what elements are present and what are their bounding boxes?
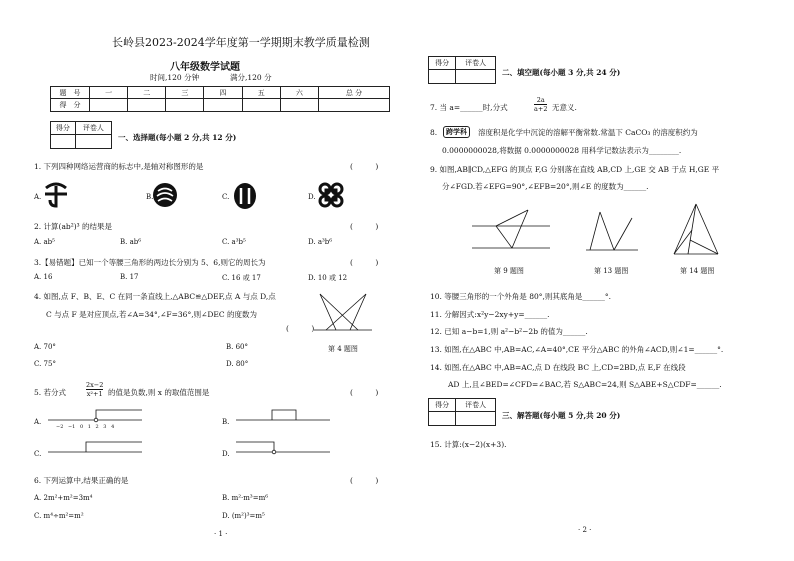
answer-paren: ( ) <box>350 258 379 267</box>
figure-caption-q13: 第 13 题图 <box>594 267 629 275</box>
grader-box-score: 得分 <box>51 122 76 135</box>
question-14-line1: 14. 如图,在△ABC 中,AB=AC,点 D 在线段 BC 上,CD=2BD,点 E,F 在线段 <box>430 363 686 372</box>
question-5: 5. 若分式 <box>34 388 67 397</box>
option-a: A. 70° <box>34 343 56 351</box>
option-c: C. 75° <box>34 360 56 368</box>
question-8-number: 8. <box>430 128 438 137</box>
number-line-b <box>234 406 334 432</box>
score-table-header: 三 <box>166 87 204 99</box>
option-c: C. m⁴÷m²=m² <box>34 512 84 520</box>
grader-box-grader: 评卷人 <box>75 122 111 135</box>
fraction-q7 <box>534 96 547 113</box>
option-c: C. a³b⁵ <box>222 238 246 246</box>
option-label: A. <box>34 193 42 201</box>
question-4-line2: C 与点 F 是对应顶点,若∠A=34°,∠F=36°,则∠DEC 的度数为 <box>46 310 257 319</box>
option-label: B. <box>222 418 230 426</box>
page-number-left: · 1 · <box>214 530 228 538</box>
fraction-denominator: a+2 <box>534 105 548 113</box>
unicom-logo-icon <box>232 182 258 210</box>
figure-q13 <box>584 206 640 258</box>
option-b: B. 17 <box>120 273 139 281</box>
option-label: C. <box>34 450 42 458</box>
option-a: A. 16 <box>34 273 53 281</box>
option-d: D. 10 或 12 <box>308 274 348 282</box>
figure-caption-q9: 第 9 题图 <box>494 267 524 275</box>
option-label: C. <box>222 193 230 201</box>
grader-box-grader: 评卷人 <box>456 57 496 70</box>
question-10: 10. 等腰三角形的一个外角是 80°,则其底角是______°. <box>430 292 612 301</box>
mobile-logo-icon <box>152 182 178 208</box>
fraction-q5 <box>86 381 103 398</box>
option-label: A. <box>34 418 42 426</box>
question-3: 3.【易错题】已知一个等腰三角形的两边长分别为 5、6,则它的周长为 <box>34 258 266 267</box>
fraction-numerator: 2x−2 <box>86 381 104 389</box>
number-line-c <box>46 438 146 464</box>
grader-box-score: 得分 <box>429 399 456 412</box>
score-table-header: 六 <box>280 87 318 99</box>
figure-caption-q4: 第 4 题图 <box>328 345 358 353</box>
option-a: A. ab⁵ <box>34 238 55 246</box>
section2-title: 二、填空题(每小题 3 分,共 24 分) <box>502 68 621 77</box>
option-b: B. 60° <box>226 343 249 351</box>
question-2: 2. 计算(ab²)³ 的结果是 <box>34 222 113 231</box>
fraction-numerator: 2a <box>534 96 547 105</box>
option-d: D. a³b⁶ <box>308 238 333 246</box>
answer-paren: ( ) <box>350 476 379 485</box>
option-b: B. ab⁶ <box>120 238 142 246</box>
score-table-header: 四 <box>204 87 242 99</box>
question-14-line2: AD 上,且∠BED=∠CFD=∠BAC,若 S△ABC=24,则 S△ABE+S△CDF=______. <box>448 380 722 389</box>
question-12: 12. 已知 a−b=1,则 a²−b²−2b 的值为______. <box>430 327 588 336</box>
grader-box-score: 得分 <box>429 57 456 70</box>
option-label: D. <box>222 450 230 458</box>
answer-paren: ( ) <box>350 388 379 397</box>
exam-time: 时间,120 分钟 <box>150 73 200 82</box>
question-7: 7. 当 a=______时,分式 <box>430 103 508 112</box>
interdisciplinary-badge: 跨学科 <box>443 126 470 138</box>
fraction-denominator: x²+1 <box>86 390 103 398</box>
answer-paren: ( ) <box>350 222 379 231</box>
paper-title: 八年级数学试题 <box>170 62 240 73</box>
full-score: 满分,120 分 <box>230 73 272 82</box>
question-15: 15. 计算:(x−2)(x+3). <box>430 440 507 449</box>
grader-box <box>428 56 496 84</box>
option-label: D. <box>308 193 316 201</box>
section1-title: 一、选择题(每小题 2 分,共 12 分) <box>118 133 237 142</box>
option-label: B. <box>146 193 154 201</box>
score-table-header: 一 <box>90 87 128 99</box>
score-table-header: 五 <box>242 87 280 99</box>
question-5-tail: 的值是负数,则 x 的取值范围是 <box>108 388 210 397</box>
option-b: B. m²·m³=m⁶ <box>222 494 269 502</box>
score-table-header: 二 <box>128 87 166 99</box>
question-13: 13. 如图,在△ABC 中,AB=AC,∠A=40°,CE 平分△ABC 的外角∠ACD,则∠1=______°. <box>430 345 724 354</box>
question-7-tail: 无意义. <box>552 103 577 112</box>
figure-q4 <box>312 290 374 338</box>
question-1: 1. 下列四种网络运营商的标志中,是轴对称图形的是 <box>34 162 204 171</box>
question-11: 11. 分解因式:x²y−2xy+y=______. <box>430 310 550 319</box>
score-table-row-label: 得 分 <box>51 99 90 112</box>
score-table <box>50 86 390 112</box>
number-line-d <box>234 438 334 464</box>
figure-caption-q14: 第 14 题图 <box>680 267 715 275</box>
score-table-header: 题 号 <box>51 87 90 99</box>
question-9-line2: 分∠FGD.若∠EFG=90°,∠EFB=20°,则∠E 的度数为______. <box>442 182 649 191</box>
question-4-line1: 4. 如图,点 F、B、E、C 在同一条直线上,△ABC≌△DEF,点 A 与点 D,点 <box>34 292 276 301</box>
option-a: A. 2m²+m²=3m⁴ <box>34 494 93 502</box>
question-6: 6. 下列运算中,结果正确的是 <box>34 476 129 485</box>
grader-box-grader: 评卷人 <box>456 399 496 412</box>
grader-box <box>428 398 496 426</box>
question-8-line1: 溶度积是化学中沉淀的溶解平衡常数.常温下 CaCO₃ 的溶度积约为 <box>478 128 698 137</box>
number-line-ticks: −2 −1 0 1 2 3 4 <box>56 424 115 430</box>
figure-q9 <box>466 200 556 262</box>
option-c: C. 16 或 17 <box>222 274 261 282</box>
page-number-right: · 2 · <box>578 526 592 534</box>
figure-q14 <box>666 200 726 262</box>
option-d: D. (m²)³=m⁵ <box>222 512 265 520</box>
score-table-header: 总 分 <box>319 87 390 99</box>
question-8-line2: 0.0000000028,将数据 0.0000000028 用科学记数法表示为________. <box>442 146 682 155</box>
answer-paren: ( ) <box>350 162 379 171</box>
answer-paren: ( ) <box>286 324 315 333</box>
question-9-line1: 9. 如图,AB∥CD,△EFG 的顶点 F,G 分别落在直线 AB,CD 上,GE 交 AB 于点 H,GE 平 <box>430 165 720 174</box>
option-d: D. 80° <box>226 360 249 368</box>
telecom-logo-icon <box>42 180 70 210</box>
knot-logo-icon <box>316 180 346 210</box>
exam-title: 长岭县2023-2024学年度第一学期期末教学质量检测 <box>112 36 370 49</box>
section3-title: 三、解答题(每小题 5 分,共 20 分) <box>502 411 621 420</box>
grader-box <box>50 121 112 149</box>
